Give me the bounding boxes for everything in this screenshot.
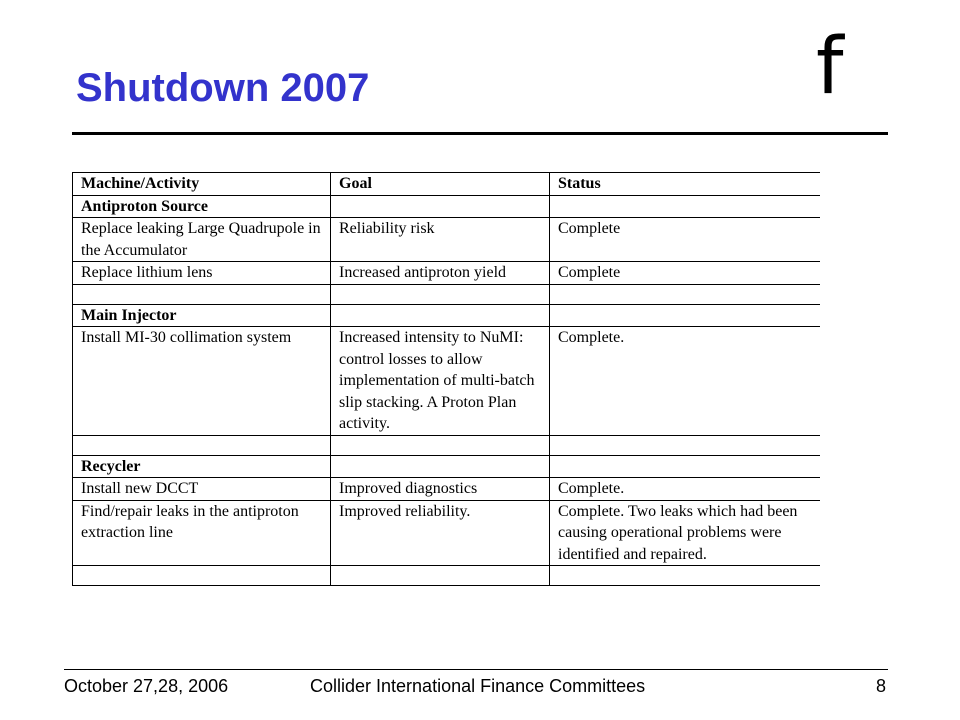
table-cell: Complete.	[550, 478, 821, 501]
shutdown-table	[72, 172, 820, 586]
table-row-section	[73, 195, 821, 218]
page-number: 8	[876, 676, 887, 696]
table-cell: Install MI-30 collimation system	[73, 327, 331, 436]
table-cell: Complete. Two leaks which had been causing operational problems were identified and repaired.	[550, 500, 821, 566]
table-cell	[331, 566, 550, 586]
header-goal: Goal	[331, 173, 550, 196]
table-row-section	[73, 455, 821, 478]
table-cell	[331, 435, 550, 455]
table-cell	[550, 435, 821, 455]
table-cell: Recycler	[73, 455, 331, 478]
table-cell	[331, 195, 550, 218]
table-cell	[331, 455, 550, 478]
table-cell: Improved diagnostics	[331, 478, 550, 501]
table-cell	[550, 284, 821, 304]
table-cell: Improved reliability.	[331, 500, 550, 566]
footer-date: October 27,28, 2006	[64, 676, 229, 696]
table-cell	[331, 304, 550, 327]
table-row	[73, 500, 821, 566]
table-cell	[550, 566, 821, 586]
table-cell	[73, 566, 331, 586]
table-row	[73, 218, 821, 262]
table-row	[73, 327, 821, 436]
footer-divider	[64, 669, 888, 670]
table-cell	[73, 435, 331, 455]
title-divider	[72, 132, 888, 135]
table-cell: Replace lithium lens	[73, 262, 331, 285]
table-cell	[331, 284, 550, 304]
table-cell: Increased intensity to NuMI: control losses to allow implementation of multi-batch slip stacking. A Proton Plan activity.	[331, 327, 550, 436]
table-cell	[73, 284, 331, 304]
footer-event: Collider International Finance Committees	[310, 676, 646, 696]
table-cell: Find/repair leaks in the antiproton extraction line	[73, 500, 331, 566]
slide-title: Shutdown 2007	[76, 66, 370, 110]
table-cell: Install new DCCT	[73, 478, 331, 501]
fermilab-logo: f	[816, 22, 844, 112]
table-cell: Main Injector	[73, 304, 331, 327]
table-row-empty	[73, 566, 821, 586]
table-cell: Replace leaking Large Quadrupole in the Accumulator	[73, 218, 331, 262]
table-cell	[550, 195, 821, 218]
table-cell: Complete.	[550, 327, 821, 436]
table-row-section	[73, 304, 821, 327]
table-cell: Increased antiproton yield	[331, 262, 550, 285]
table-cell: Antiproton Source	[73, 195, 331, 218]
table-row-empty	[73, 284, 821, 304]
table-cell: Reliability risk	[331, 218, 550, 262]
table-cell	[550, 304, 821, 327]
table-row-empty	[73, 435, 821, 455]
table-header-row	[73, 173, 821, 196]
header-machine-activity: Machine/Activity	[73, 173, 331, 196]
shutdown-table-container	[72, 172, 820, 630]
table-cell: Complete	[550, 262, 821, 285]
table-row	[73, 262, 821, 285]
table-cell	[550, 455, 821, 478]
table-cell: Complete	[550, 218, 821, 262]
table-row	[73, 478, 821, 501]
header-status: Status	[550, 173, 821, 196]
